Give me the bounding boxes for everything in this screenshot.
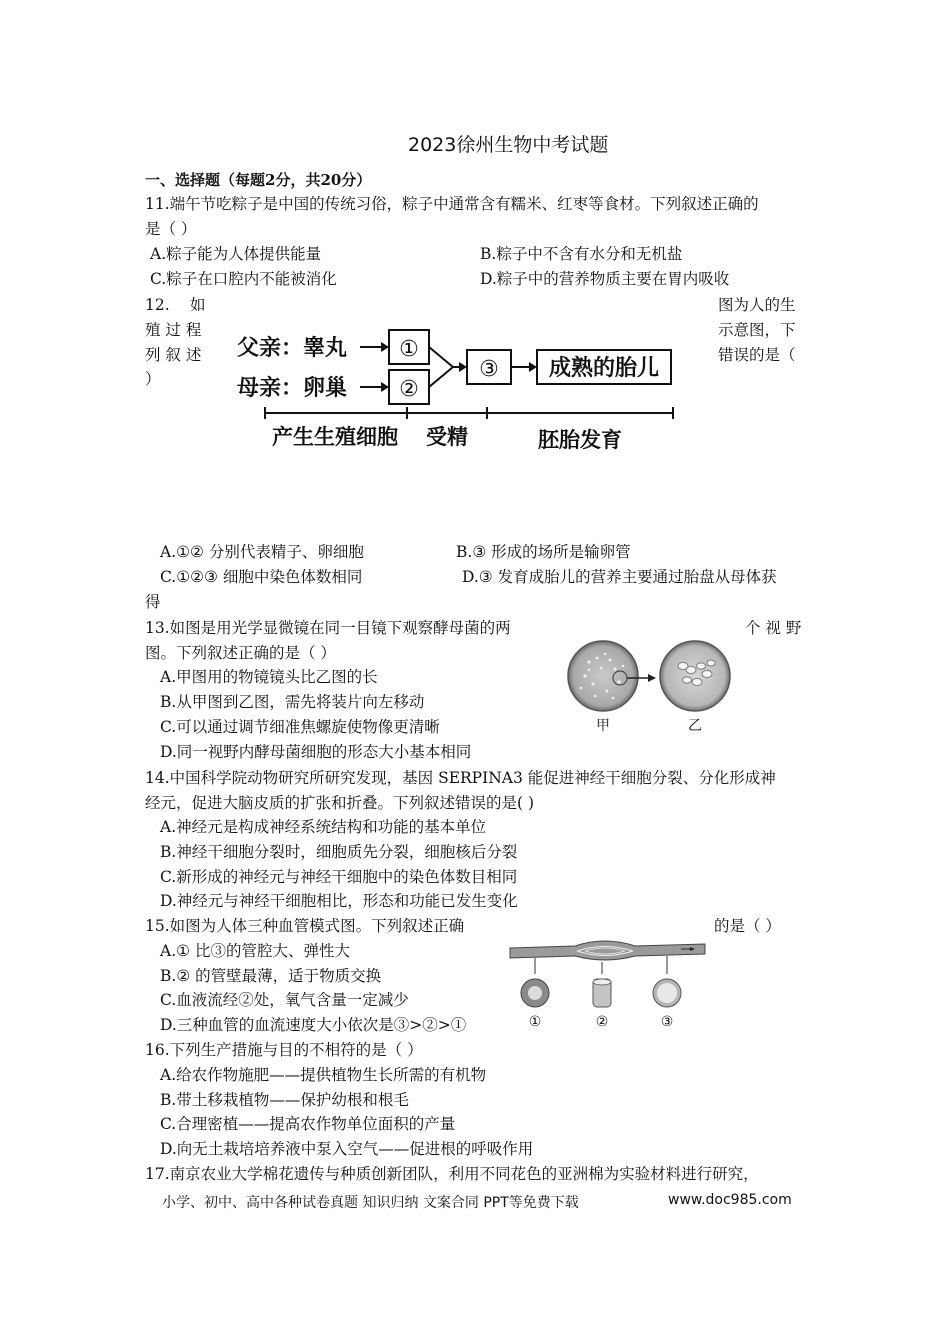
diagram-num-1: ① bbox=[399, 337, 419, 362]
reproduction-diagram bbox=[225, 310, 705, 460]
q14-option-a: A.神经元是构成神经系统结构和功能的基本单位 bbox=[160, 818, 487, 836]
q12-left-line2: 殖 过 程 bbox=[145, 321, 202, 339]
q12-option-d: D.③ 发育成胎儿的营养主要通过胎盘从母体获 bbox=[462, 568, 777, 586]
q13-option-d: D.同一视野内酵母菌细胞的形态大小基本相同 bbox=[160, 743, 472, 761]
q17-stem: 17.南京农业大学棉花遗传与种质创新团队，利用不同花色的亚洲棉为实验材料进行研究， bbox=[145, 1165, 759, 1183]
q14-option-b: B.神经干细胞分裂时，细胞质先分裂，细胞核后分裂 bbox=[160, 843, 518, 861]
q14-option-d: D.神经元与神经干细胞相比，形态和功能已发生变化 bbox=[160, 892, 518, 910]
diagram-num-3: ③ bbox=[479, 357, 499, 382]
q16-stem: 16.下列生产措施与目的不相符的是（ ） bbox=[145, 1041, 423, 1059]
q15-option-d: D.三种血管的血流速度大小依次是③>②>① bbox=[160, 1016, 467, 1034]
label-yi: 乙 bbox=[688, 718, 702, 734]
q14-option-c: C.新形成的神经元与神经干细胞中的染色体数目相同 bbox=[160, 868, 518, 886]
vessel-label-1: ① bbox=[528, 1014, 542, 1030]
q11-stem-line1: 11.端午节吃粽子是中国的传统习俗，粽子中通常含有糯米、红枣等食材。下列叙述正确的 bbox=[145, 195, 759, 213]
q13-stem-line2: 图。下列叙述正确的是（ ） bbox=[145, 644, 336, 662]
footer-text: 小学、初中、高中各种试卷真题 知识归纳 文案合同 PPT等免费下载 bbox=[162, 1195, 579, 1211]
q11-option-c: C.粽子在口腔内不能被消化 bbox=[150, 270, 337, 288]
q12-left-line1: 如 bbox=[190, 296, 206, 314]
q15-stem-line1: 15.如图为人体三种血管模式图。下列叙述正确 bbox=[145, 917, 465, 935]
q12-right-line2: 示意图，下 bbox=[718, 321, 796, 339]
q15-stem-line1-right: 的是（ ） bbox=[714, 917, 781, 935]
q12-right-line1: 图为人的生 bbox=[718, 296, 796, 314]
q15-option-a: A.① 比③的管腔大、弹性大 bbox=[160, 942, 350, 960]
q16-option-d: D.向无土栽培培养液中泵入空气——促进根的呼吸作用 bbox=[160, 1140, 534, 1158]
q16-option-b: B.带土移栽植物——保护幼根和根毛 bbox=[160, 1091, 409, 1109]
diagram-num-2: ② bbox=[399, 377, 419, 402]
label-jia: 甲 bbox=[596, 718, 610, 734]
q13-stem-line1-right: 个 视 野 bbox=[745, 619, 802, 637]
q12-left-line3: 列 叙 述 bbox=[145, 346, 202, 364]
q13-option-c: C.可以通过调节细准焦螺旋使物像更清晰 bbox=[160, 718, 440, 736]
q14-stem-line1: 14.中国科学院动物研究所研究发现，基因 SERPINA3 能促进神经干细胞分裂、分化形成神 bbox=[145, 769, 776, 787]
q11-option-b: B.粽子中不含有水分和无机盐 bbox=[480, 245, 683, 263]
section-heading: 一、选择题（每题2分，共20分） bbox=[145, 171, 372, 189]
diagram-father-label: 父亲：睾丸 bbox=[237, 336, 348, 361]
q12-option-b: B.③ 形成的场所是输卵管 bbox=[456, 543, 631, 561]
diagram-stage-2: 受精 bbox=[426, 425, 468, 449]
vessel-label-3: ③ bbox=[660, 1014, 674, 1030]
q12-left-line4: ） bbox=[145, 370, 161, 388]
blood-vessel-figure bbox=[505, 932, 715, 1032]
q12-option-a: A.①② 分别代表精子、卵细胞 bbox=[160, 543, 364, 561]
q12-option-d-cont: 得 bbox=[145, 593, 161, 611]
diagram-mother-label: 母亲：卵巢 bbox=[237, 376, 348, 401]
diagram-stage-1: 产生生殖细胞 bbox=[272, 425, 398, 449]
q11-option-a: A.粽子能为人体提供能量 bbox=[150, 245, 322, 263]
diagram-stage-3: 胚胎发育 bbox=[538, 428, 622, 452]
microscope-figure bbox=[565, 636, 745, 738]
footer-link[interactable]: www.doc985.com bbox=[668, 1192, 792, 1208]
vessel-label-2: ② bbox=[595, 1014, 609, 1030]
field-yi bbox=[660, 641, 730, 711]
q12-number: 12. bbox=[145, 296, 170, 314]
q14-stem-line2: 经元，促进大脑皮质的扩张和折叠。下列叙述错误的是( ) bbox=[145, 794, 535, 812]
q12-option-c: C.①②③ 细胞中染色体数相同 bbox=[160, 568, 363, 586]
page-title: 2023徐州生物中考试题 bbox=[408, 134, 609, 156]
q11-option-d: D.粽子中的营养物质主要在胃内吸收 bbox=[480, 270, 730, 288]
field-jia bbox=[568, 641, 638, 711]
q13-stem-line1: 13.如图是用光学显微镜在同一目镜下观察酵母菌的两 bbox=[145, 619, 511, 637]
q15-option-c: C.血液流经②处，氧气含量一定减少 bbox=[160, 991, 409, 1009]
q12-right-line3: 错误的是（ bbox=[718, 346, 796, 364]
q16-option-c: C.合理密植——提高农作物单位面积的产量 bbox=[160, 1115, 456, 1133]
q16-option-a: A.给农作物施肥——提供植物生长所需的有机物 bbox=[160, 1066, 487, 1084]
q13-option-a: A.甲图用的物镜镜头比乙图的长 bbox=[160, 668, 378, 686]
q11-stem-line2: 是（ ） bbox=[145, 220, 197, 238]
q15-option-b: B.② 的管壁最薄，适于物质交换 bbox=[160, 967, 382, 985]
q13-option-b: B.从甲图到乙图，需先将装片向左移动 bbox=[160, 693, 425, 711]
diagram-result-label: 成熟的胎儿 bbox=[548, 356, 660, 381]
